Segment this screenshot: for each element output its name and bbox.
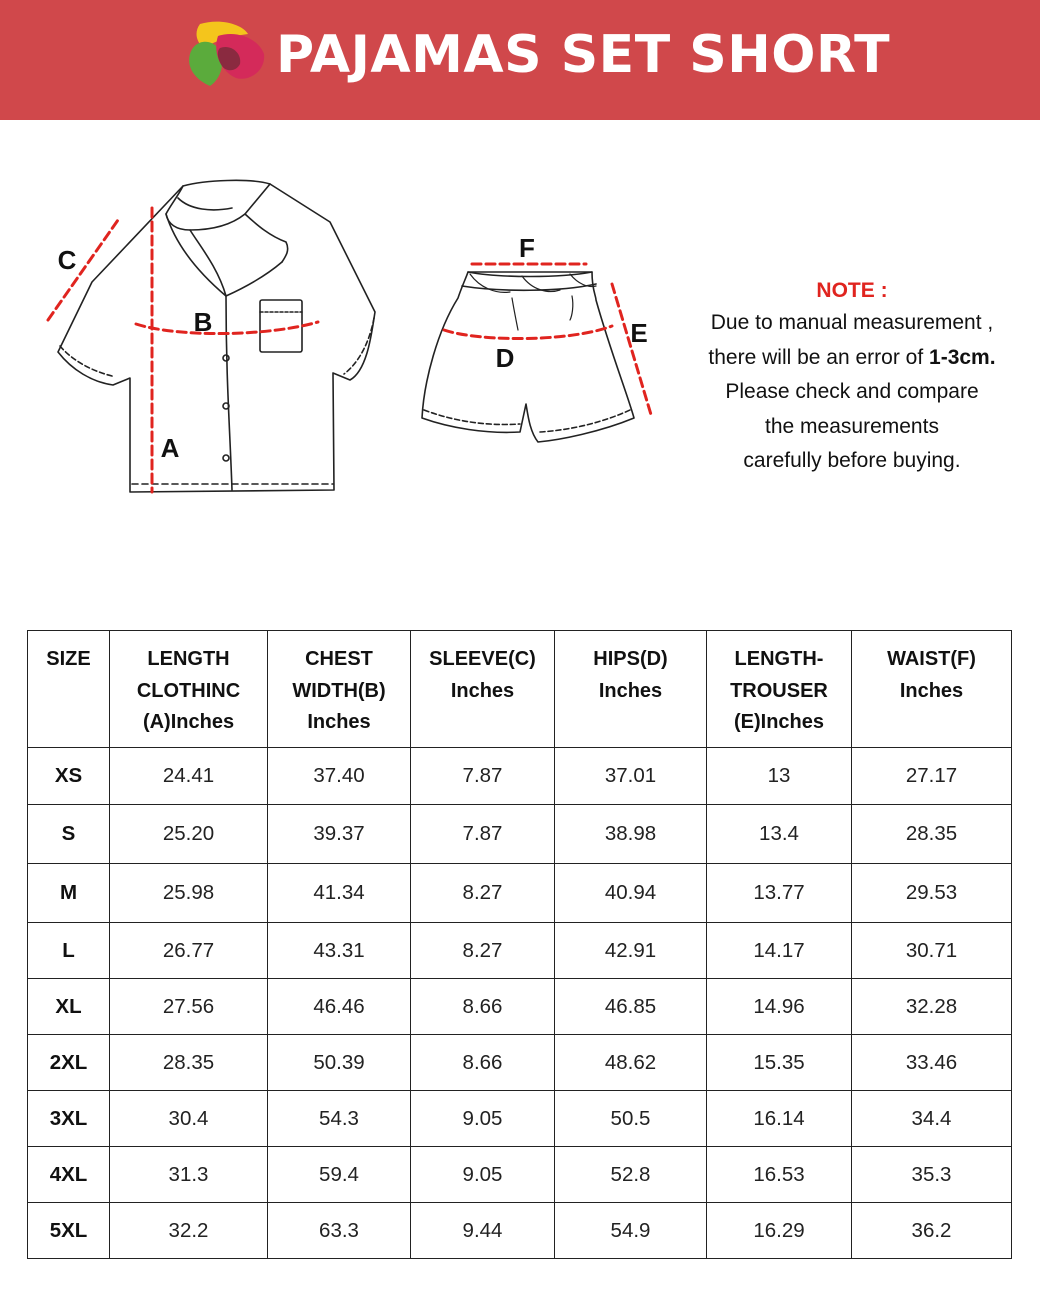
table-row [28, 805, 1012, 864]
size-cell: 2XL [28, 1035, 110, 1091]
table-cell: 54.3 [268, 1091, 411, 1147]
size-cell: 5XL [28, 1203, 110, 1259]
note-line-5: carefully before buying. [743, 449, 961, 473]
table-cell: 63.3 [268, 1203, 411, 1259]
table-cell: 50.5 [555, 1091, 707, 1147]
table-cell: 13 [707, 748, 852, 805]
note-line-1: Due to manual measurement , [710, 311, 994, 334]
table-cell: 9.44 [411, 1203, 555, 1259]
table-cell: 7.87 [411, 805, 555, 864]
table-cell: 7.87 [411, 748, 555, 805]
header-sleeve: SLEEVE(C) Inches [411, 631, 555, 748]
header-length-trouser: LENGTH- TROUSER (E)Inches [707, 631, 852, 748]
table-row [28, 1147, 1012, 1203]
table-cell: 13.4 [707, 805, 852, 864]
table-cell: 37.40 [268, 748, 411, 805]
shirt-length-label: A [160, 433, 180, 463]
size-cell: S [28, 805, 110, 864]
table-cell: 29.53 [852, 864, 1012, 923]
table-cell: 30.4 [110, 1091, 268, 1147]
table-cell: 8.66 [411, 1035, 555, 1091]
table-cell: 43.31 [268, 923, 411, 979]
table-row [28, 1091, 1012, 1147]
table-cell: 46.46 [268, 979, 411, 1035]
shorts-length-label: E [630, 318, 648, 348]
table-cell: 41.34 [268, 864, 411, 923]
shirt-chest-label: B [193, 307, 213, 337]
table-cell: 27.17 [852, 748, 1012, 805]
shorts-hips-label: D [495, 343, 515, 373]
table-cell: 13.77 [707, 864, 852, 923]
table-cell: 14.96 [707, 979, 852, 1035]
table-cell: 32.28 [852, 979, 1012, 1035]
note-line-4: the measurements [765, 414, 939, 438]
table-cell: 35.3 [852, 1147, 1012, 1203]
table-cell: 39.37 [268, 805, 411, 864]
table-cell: 38.98 [555, 805, 707, 864]
shorts-waist-label: F [519, 233, 535, 263]
note-line-2-text: there will be an error of [708, 345, 930, 369]
note-line-3: Please check and compare [725, 380, 979, 404]
header-size: SIZE [28, 631, 110, 748]
table-cell: 59.4 [268, 1147, 411, 1203]
table-row [28, 923, 1012, 979]
header-length-clothing: LENGTH CLOTHINC (A)Inches [110, 631, 268, 748]
size-cell: M [28, 864, 110, 923]
size-cell: 3XL [28, 1091, 110, 1147]
tricolor-leaf-logo-icon [186, 20, 268, 90]
size-cell: L [28, 923, 110, 979]
table-cell: 30.71 [852, 923, 1012, 979]
shirt-diagram [58, 180, 375, 492]
header-waist: WAIST(F) Inches [852, 631, 1012, 748]
table-cell: 40.94 [555, 864, 707, 923]
table-cell: 42.91 [555, 923, 707, 979]
table-cell: 15.35 [707, 1035, 852, 1091]
garment-measurement-diagram [0, 170, 680, 510]
table-header-row [28, 631, 1012, 748]
table-cell: 27.56 [110, 979, 268, 1035]
table-cell: 48.62 [555, 1035, 707, 1091]
table-cell: 25.98 [110, 864, 268, 923]
table-cell: 16.29 [707, 1203, 852, 1259]
table-cell: 54.9 [555, 1203, 707, 1259]
size-cell: XL [28, 979, 110, 1035]
header-hips: HIPS(D) Inches [555, 631, 707, 748]
table-row [28, 864, 1012, 923]
table-cell: 14.17 [707, 923, 852, 979]
table-row [28, 1203, 1012, 1259]
table-cell: 9.05 [411, 1147, 555, 1203]
table-cell: 32.2 [110, 1203, 268, 1259]
table-row [28, 1035, 1012, 1091]
table-cell: 50.39 [268, 1035, 411, 1091]
note-error-range: 1-3cm. [929, 345, 996, 369]
table-cell: 28.35 [110, 1035, 268, 1091]
table-cell: 26.77 [110, 923, 268, 979]
table-cell: 28.35 [852, 805, 1012, 864]
table-cell: 52.8 [555, 1147, 707, 1203]
table-cell: 36.2 [852, 1203, 1012, 1259]
table-cell: 8.27 [411, 923, 555, 979]
shorts-diagram [422, 272, 634, 442]
table-row [28, 979, 1012, 1035]
table-cell: 24.41 [110, 748, 268, 805]
header-chest-width: CHEST WIDTH(B) Inches [268, 631, 411, 748]
table-cell: 16.14 [707, 1091, 852, 1147]
measurement-note [682, 276, 1022, 479]
size-cell: 4XL [28, 1147, 110, 1203]
table-cell: 31.3 [110, 1147, 268, 1203]
table-cell: 33.46 [852, 1035, 1012, 1091]
table-cell: 37.01 [555, 748, 707, 805]
table-row [28, 748, 1012, 805]
table-cell: 8.27 [411, 864, 555, 923]
page-title: PAJAMAS SET SHORT [276, 25, 891, 85]
table-cell: 34.4 [852, 1091, 1012, 1147]
note-line-2 [682, 341, 1022, 376]
size-cell: XS [28, 748, 110, 805]
shirt-sleeve-label: C [57, 245, 77, 275]
table-cell: 8.66 [411, 979, 555, 1035]
table-cell: 46.85 [555, 979, 707, 1035]
note-title: NOTE : [816, 279, 888, 302]
table-cell: 16.53 [707, 1147, 852, 1203]
size-chart-table [27, 630, 1012, 1259]
table-cell: 25.20 [110, 805, 268, 864]
table-cell: 9.05 [411, 1091, 555, 1147]
header-banner [0, 0, 1040, 120]
